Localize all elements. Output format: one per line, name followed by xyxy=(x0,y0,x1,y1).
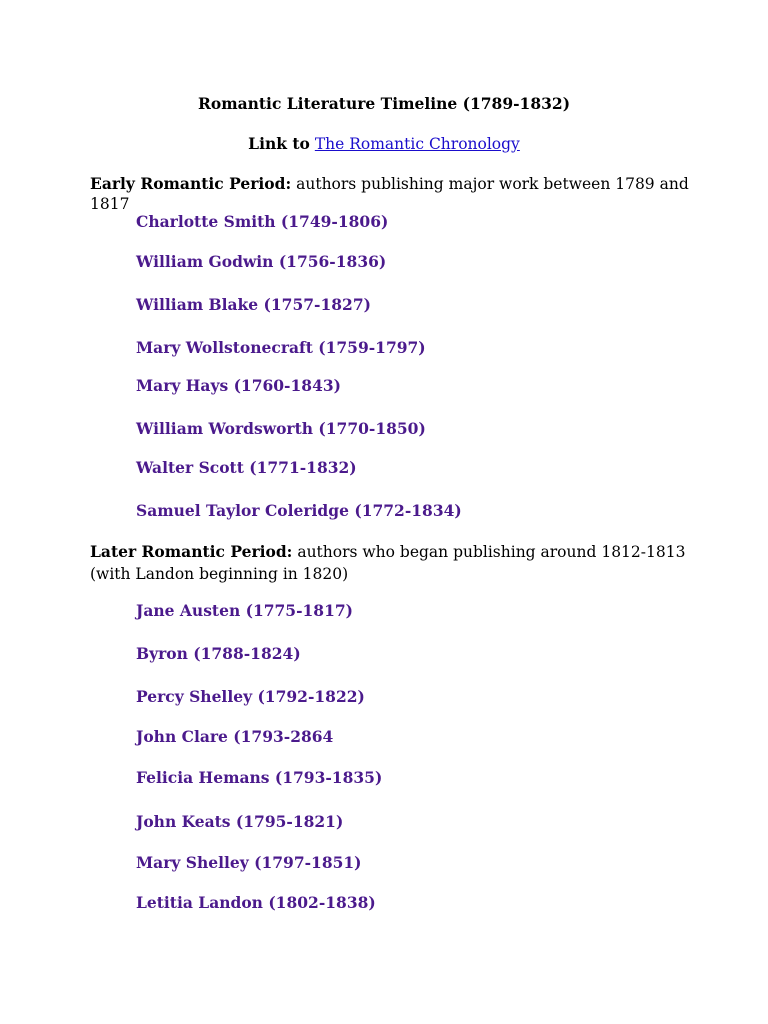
author-link-jane-austen[interactable]: Jane Austen (1775-1817) xyxy=(136,601,353,620)
romantic-chronology-link[interactable]: The Romantic Chronology xyxy=(314,135,520,153)
later-period-description: authors who began publishing around 1812-1813 (with Landon beginning in 1820) xyxy=(90,543,686,583)
author-link-letitia-landon[interactable]: Letitia Landon (1802-1838) xyxy=(136,893,376,912)
author-link-mary-shelley[interactable]: Mary Shelley (1797-1851) xyxy=(136,853,362,872)
author-link-william-godwin[interactable]: William Godwin (1756-1836) xyxy=(136,252,387,271)
early-period-description: authors publishing major work between 1789 and 1817 xyxy=(90,175,689,213)
link-label: Link to xyxy=(248,134,310,153)
author-link-percy-shelley[interactable]: Percy Shelley (1792-1822) xyxy=(136,687,365,706)
chronology-link-line xyxy=(0,134,768,154)
author-link-john-clare[interactable]: John Clare (1793-2864 xyxy=(136,727,334,746)
author-link-felicia-hemans[interactable]: Felicia Hemans (1793-1835) xyxy=(136,768,383,787)
author-link-charlotte-smith[interactable]: Charlotte Smith (1749-1806) xyxy=(136,212,389,231)
author-link-samuel-taylor-coleridge[interactable]: Samuel Taylor Coleridge (1772-1834) xyxy=(136,501,462,520)
author-link-william-wordsworth[interactable]: William Wordsworth (1770-1850) xyxy=(136,419,426,438)
later-period-heading xyxy=(90,541,700,585)
early-period-label: Early Romantic Period: xyxy=(90,174,292,193)
author-link-mary-wollstonecraft[interactable]: Mary Wollstonecraft (1759-1797) xyxy=(136,338,426,357)
author-link-mary-hays[interactable]: Mary Hays (1760-1843) xyxy=(136,376,341,395)
author-link-byron[interactable]: Byron (1788-1824) xyxy=(136,644,301,663)
later-period-label: Later Romantic Period: xyxy=(90,542,293,561)
author-link-walter-scott[interactable]: Walter Scott (1771-1832) xyxy=(136,458,357,477)
page-title: Romantic Literature Timeline (1789-1832) xyxy=(197,94,571,113)
author-link-john-keats[interactable]: John Keats (1795-1821) xyxy=(136,812,344,831)
early-period-heading xyxy=(90,174,700,214)
author-link-william-blake[interactable]: William Blake (1757-1827) xyxy=(136,295,371,314)
